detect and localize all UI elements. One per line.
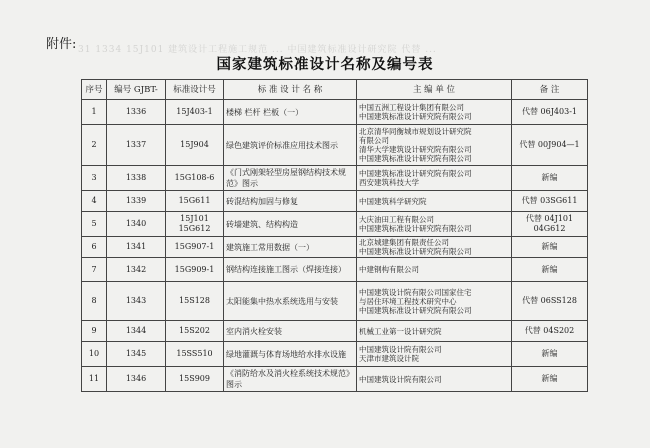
organization-line: 与居住环境工程技术研究中心: [359, 296, 457, 306]
remarks-line: 代替 03SG611: [521, 196, 578, 205]
standard-number: [166, 212, 224, 237]
row-number: 6: [82, 237, 107, 258]
standard-number: [166, 237, 224, 258]
standard-name: 室内消火栓安装: [224, 321, 357, 342]
remarks: [512, 237, 588, 258]
editor-organization: [357, 282, 512, 321]
standard-number: [166, 125, 224, 166]
gjbt-code: 1339: [107, 191, 166, 212]
organization-line: 中建钢构有限公司: [359, 265, 419, 274]
header-standard-name: 标 准 设 计 名 称: [224, 80, 357, 100]
remarks-line: 新编: [541, 264, 558, 274]
row-number: 3: [82, 166, 107, 191]
standard-name: 绿色建筑评价标准应用技术图示: [224, 125, 357, 166]
standard-number: [166, 342, 224, 367]
organization-line: 北京清华同衡城市规划设计研究院: [359, 127, 472, 136]
row-number: 9: [82, 321, 107, 342]
row-number: 7: [82, 258, 107, 282]
standard-number-line: 15G907-1: [174, 242, 215, 251]
remarks: [512, 367, 588, 392]
remarks-line: 代替 06SS128: [522, 296, 577, 305]
standard-number: [166, 100, 224, 125]
gjbt-code: 1345: [107, 342, 166, 367]
standard-name: 建筑施工常用数据（一）: [224, 237, 357, 258]
remarks-line: 04G612: [533, 224, 566, 233]
table-row: [82, 367, 588, 392]
table-row: [82, 282, 588, 321]
standard-number: [166, 321, 224, 342]
remarks: [512, 191, 588, 212]
remarks-line: 代替 06J403-1: [522, 107, 577, 116]
row-number: 1: [82, 100, 107, 125]
standard-number-line: 15S202: [179, 326, 210, 335]
gjbt-code: 1346: [107, 367, 166, 392]
row-number: 8: [82, 282, 107, 321]
standard-number-line: 15SS510: [176, 349, 213, 358]
header-no: 序号: [82, 80, 107, 100]
organization-line: 中国五洲工程设计集团有限公司: [359, 103, 464, 112]
table-row: [82, 125, 588, 166]
standard-name: 砖墙建筑、结构构造: [224, 212, 357, 237]
row-number: 2: [82, 125, 107, 166]
standard-name: 砖混结构加固与修复: [224, 191, 357, 212]
editor-organization: [357, 100, 512, 125]
organization-line: 中国建筑标准设计研究院有限公司: [359, 305, 472, 315]
gjbt-code: 1342: [107, 258, 166, 282]
row-number: 11: [82, 367, 107, 392]
editor-organization: [357, 166, 512, 191]
remarks: [512, 342, 588, 367]
organization-line: 中国建筑设计院有限公司国家住宅: [359, 287, 472, 297]
table-header-row: [82, 80, 588, 100]
standard-name: 钢结构连接施工图示（焊接连接）: [224, 258, 357, 282]
table-row: [82, 342, 588, 367]
table-row: [82, 191, 588, 212]
standard-number-line: 15S128: [179, 296, 210, 305]
standard-number: [166, 191, 224, 212]
table-title: 国家建筑标准设计名称及编号表: [216, 56, 434, 73]
remarks-line: 代替 00J904—1: [519, 140, 580, 149]
editor-organization: [357, 321, 512, 342]
table-row: [82, 212, 588, 237]
standard-number-line: 15J403-1: [176, 107, 213, 116]
standards-table: [81, 79, 588, 392]
standard-name: 楼梯 栏杆 栏板（一）: [224, 100, 357, 125]
standard-number-line: 15G611: [178, 196, 211, 205]
row-number: 5: [82, 212, 107, 237]
organization-line: 中国建筑标准设计研究院有限公司: [359, 112, 472, 121]
editor-organization: [357, 342, 512, 367]
editor-organization: [357, 191, 512, 212]
remarks: [512, 212, 588, 237]
remarks: [512, 258, 588, 282]
gjbt-code: 1340: [107, 212, 166, 237]
row-number: 10: [82, 342, 107, 367]
table-row: [82, 166, 588, 191]
header-remarks: 备 注: [512, 80, 588, 100]
editor-organization: [357, 367, 512, 392]
remarks: [512, 321, 588, 342]
organization-line: 有限公司: [359, 136, 389, 145]
remarks: [512, 125, 588, 166]
header-standard-number: 标准设计号: [166, 80, 224, 100]
gjbt-code: 1343: [107, 282, 166, 321]
header-code: 编号 GJBT-: [107, 80, 166, 100]
remarks-line: 新编: [541, 173, 558, 182]
standard-number: [166, 282, 224, 321]
table-row: [82, 100, 588, 125]
remarks-line: 新编: [541, 349, 558, 358]
gjbt-code: 1338: [107, 166, 166, 191]
organization-line: 天津市建筑设计院: [359, 354, 419, 363]
gjbt-code: 1344: [107, 321, 166, 342]
attachment-label: 附件:: [46, 37, 77, 52]
gjbt-code: 1336: [107, 100, 166, 125]
remarks-line: 代替 04J101: [525, 214, 574, 223]
standard-name: 绿地灌溉与体育场地给水排水设施: [224, 342, 357, 367]
remarks-line: 代替 04S202: [524, 326, 575, 335]
remarks: [512, 100, 588, 125]
remarks: [512, 282, 588, 321]
organization-line: 机械工业第一设计研究院: [359, 326, 442, 336]
organization-line: 清华大学建筑设计研究院有限公司: [359, 145, 472, 154]
editor-organization: [357, 258, 512, 282]
remarks-line: 新编: [541, 374, 558, 383]
row-number: 4: [82, 191, 107, 212]
standard-number-line: 15G612: [178, 224, 211, 233]
bleed-through-text: 31 1334 15J101 建筑设计工程施工规范 ... 中国建筑标准设计研究院 代替 ...: [78, 45, 437, 55]
table-row: [82, 237, 588, 258]
standard-number: [166, 367, 224, 392]
table-row: [82, 321, 588, 342]
editor-organization: [357, 212, 512, 237]
standard-number-line: 15G108-6: [174, 173, 215, 182]
standard-number: [166, 258, 224, 282]
organization-line: 中国建筑设计院有限公司: [359, 374, 442, 384]
organization-line: 中国建筑标准设计研究院有限公司: [359, 247, 472, 256]
standard-number: [166, 166, 224, 191]
standard-number-line: 15S909: [179, 374, 210, 383]
standard-number-line: 15J101: [180, 214, 209, 223]
editor-organization: [357, 237, 512, 258]
organization-line: 中国建筑标准设计研究院有限公司: [359, 154, 472, 163]
editor-organization: [357, 125, 512, 166]
organization-line: 西安建筑科技大学: [359, 178, 419, 187]
standard-name: 《门式刚架轻型房屋钢结构技术规范》图示: [224, 166, 357, 191]
organization-line: 中国建筑标准设计研究院有限公司: [359, 169, 472, 178]
standard-number-line: 15J904: [180, 140, 209, 149]
organization-line: 中国建筑设计院有限公司: [359, 345, 442, 354]
organization-line: 中国建筑标准设计研究院有限公司: [359, 224, 472, 233]
gjbt-code: 1337: [107, 125, 166, 166]
standard-number-line: 15G909-1: [174, 264, 215, 274]
remarks-line: 新编: [541, 242, 558, 251]
gjbt-code: 1341: [107, 237, 166, 258]
organization-line: 大庆油田工程有限公司: [359, 215, 434, 224]
table-row: [82, 258, 588, 282]
remarks: [512, 166, 588, 191]
standard-name: 太阳能集中热水系统选用与安装: [224, 282, 357, 321]
standard-name: 《消防给水及消火栓系统技术规范》图示: [224, 367, 357, 392]
organization-line: 北京城建集团有限责任公司: [359, 238, 449, 247]
organization-line: 中国建筑科学研究院: [359, 196, 427, 206]
header-editor-org: 主 编 单 位: [357, 80, 512, 100]
